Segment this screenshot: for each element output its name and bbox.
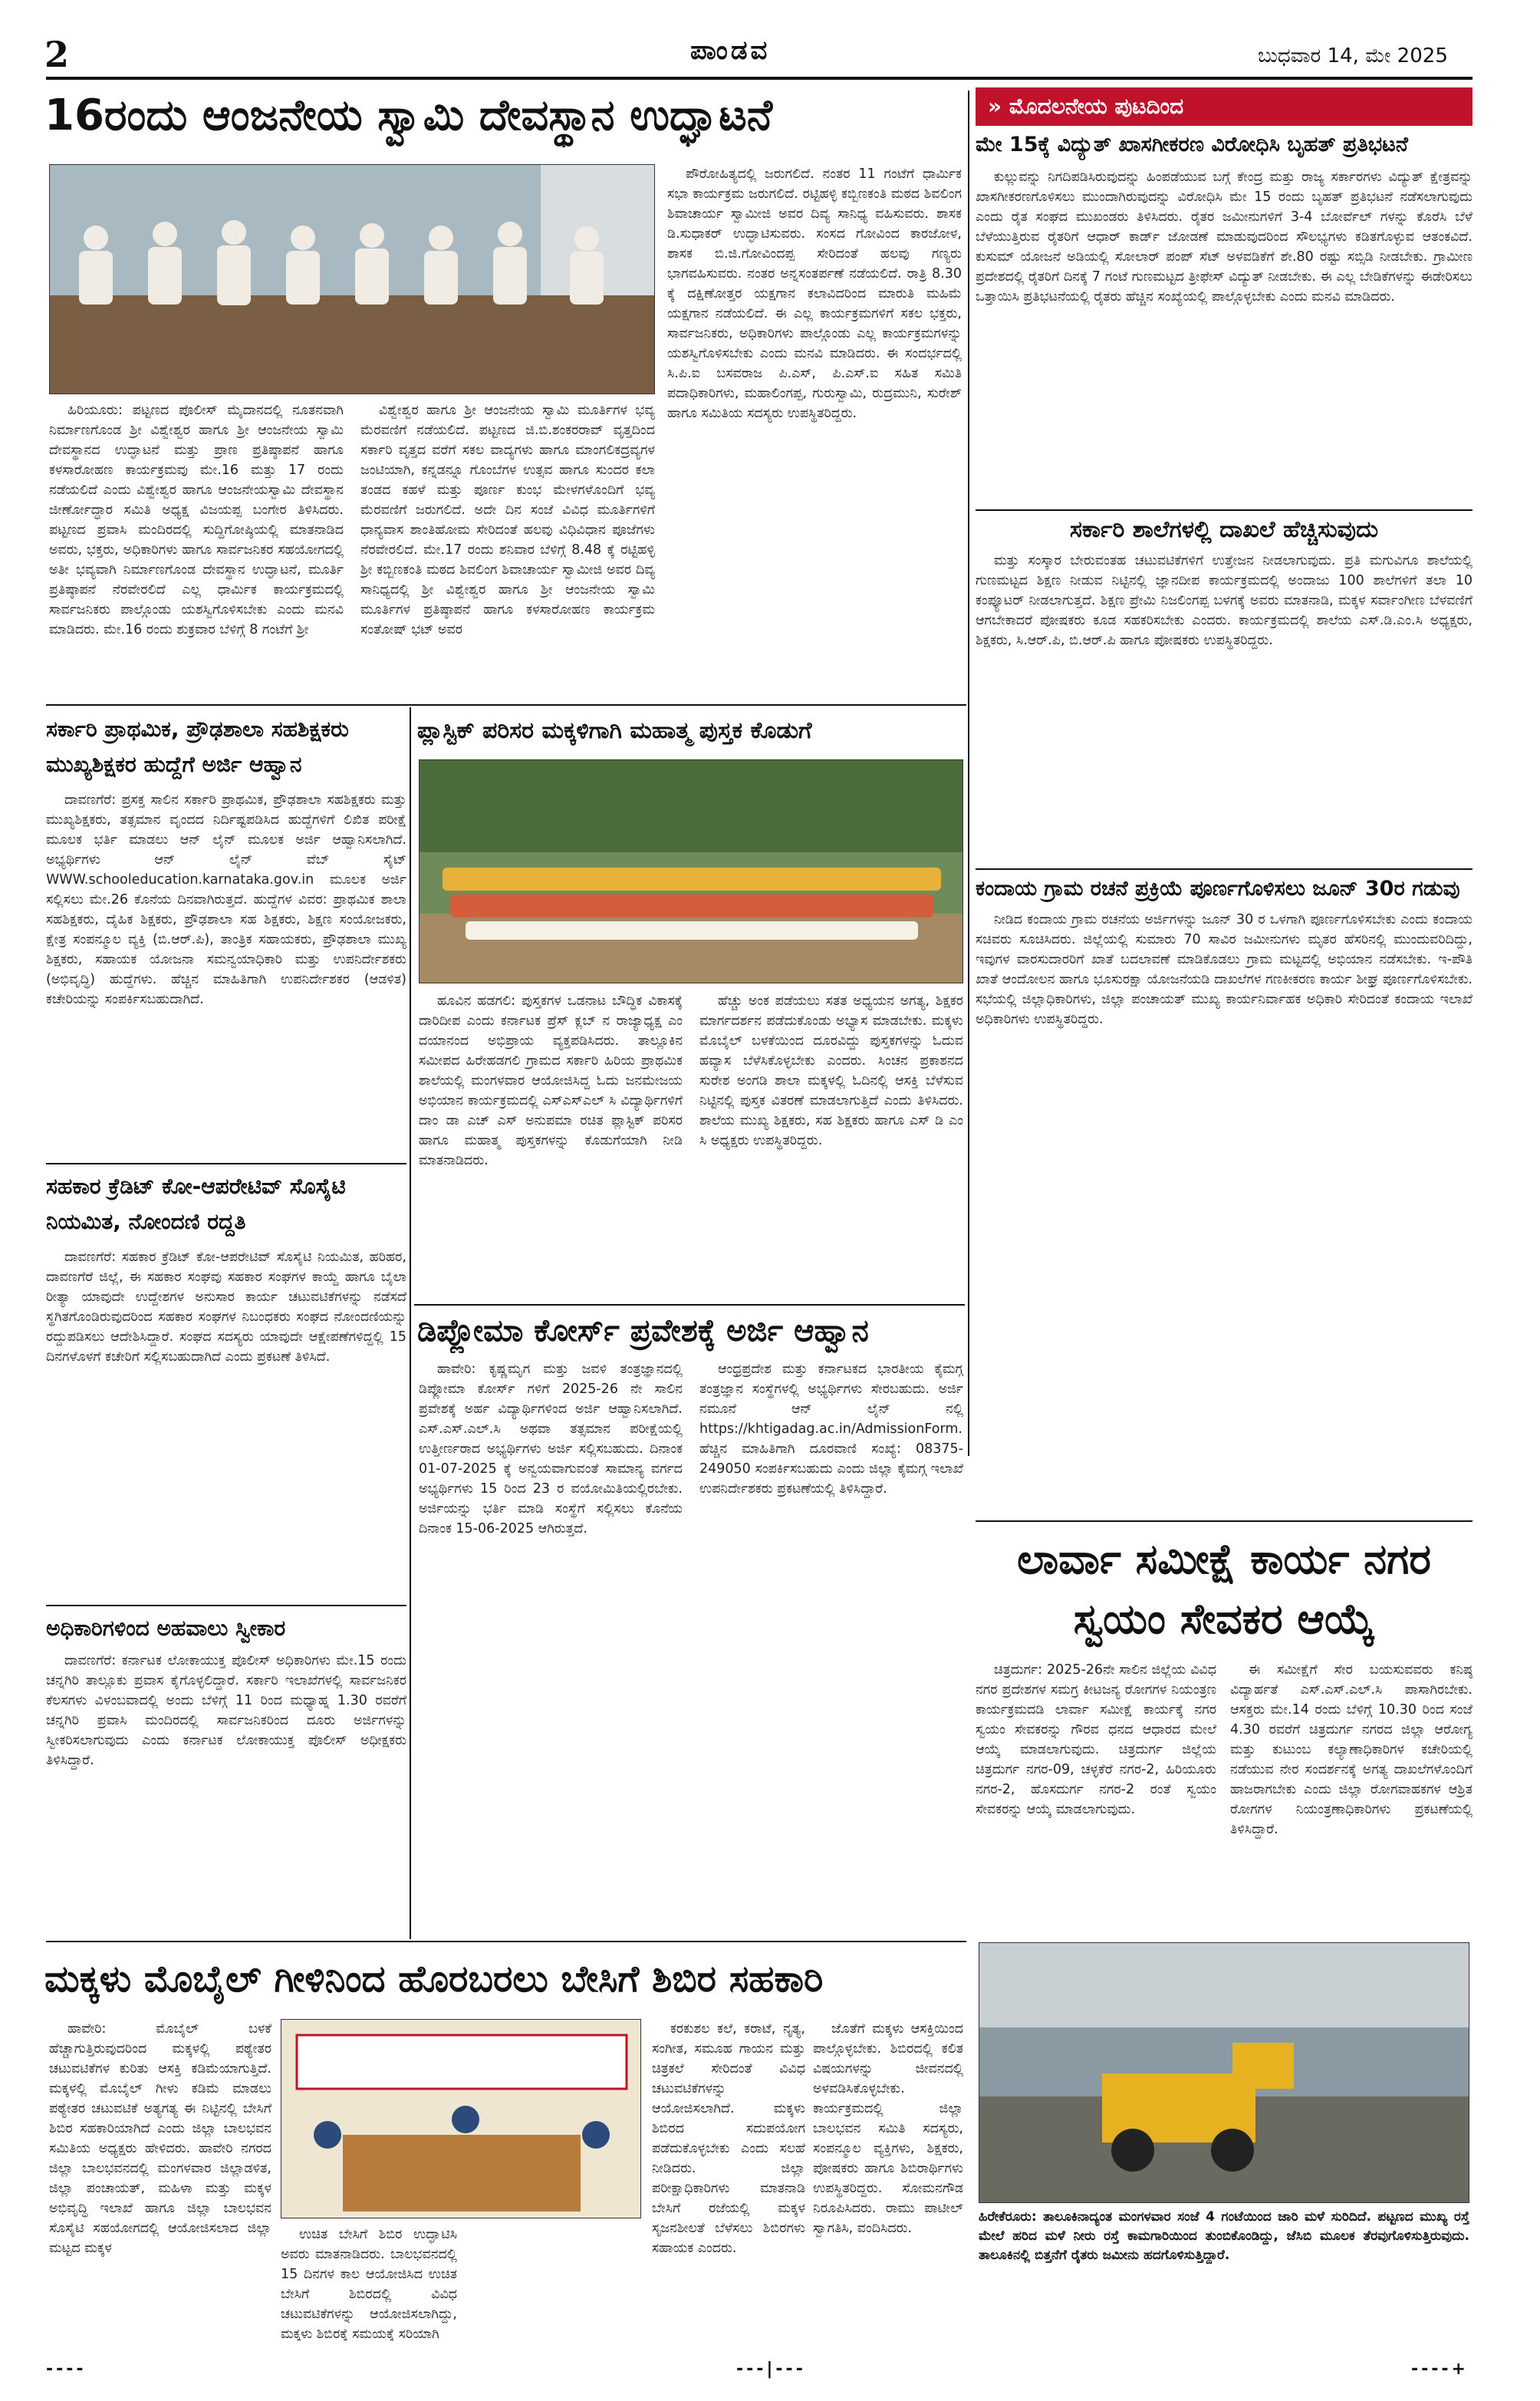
summer-camp-photo: [281, 2019, 641, 2218]
power-protest-body: [976, 167, 1473, 505]
summer-camp-col-1: [49, 2019, 271, 2341]
cooperative-text: ದಾವಣಗೆರೆ: ಸಹಕಾರ ಕ್ರೆಡಿಟ್ ಕೋ-ಆಪರೇಟಿವ್ ಸೊಸೈಟಿ ನಿಯಮಿತ, ಹರಿಹರ, ದಾವಣಗೆರೆ ಜಿಲ್ಲೆ, ಈ ಸಹಕಾರ ಸಂಘವು ಸಹಕಾರ ಸಂಘಗಳ ಕಾಯ್ದೆ ಹಾಗೂ ಬೈಲಾ ರೀತ್ಯಾ ಯಾವುದೇ ಉದ್ದೇಶಗಳ ಅನುಸಾರ ಕಾರ್ಯ ಚಟುವಟಿಕೆಗಳನ್ನು ನಡೆಸದೆ ಸ್ಥಗಿತಗೊಂಡಿರುವುದರಿಂದ ಸಹಕಾರ ಸಂಘಗಳ ನಿಬಂಧಕರು ಸಂಘದ ನೋಂದಣಿಯನ್ನು ರದ್ದುಪಡಿಸಲು ಆದೇಶಿಸಿದ್ದಾರೆ. ಸಂಘದ ಸದಸ್ಯರು ಯಾವುದೇ ಆಕ್ಷೇಪಣೆಗಳಿದ್ದಲ್ಲಿ 15 ದಿನಗಳೊಳಗೆ ಕಚೇರಿಗೆ ಸಲ್ಲಿಸಬಹುದಾಗಿದೆ ಎಂದು ಪ್ರಕಟಣೆ ತಿಳಿಸಿದೆ.: [46, 1250, 406, 1365]
recruitment-body: [46, 790, 406, 1158]
lead-column-3-text: ಪೌರೋಹಿತ್ಯದಲ್ಲಿ ಜರುಗಲಿದೆ. ನಂತರ 11 ಗಂಟೆಗೆ ಧಾರ್ಮಿಕ ಸಭಾ ಕಾರ್ಯಕ್ರಮ ಜರುಗಲಿದೆ. ರಟ್ಟಿಹಳ್ಳಿ ಕಬ್ಬಿಣಕಂತಿ ಮಠದ ಶಿವಲಿಂಗ ಶಿವಾಚಾರ್ಯ ಸ್ವಾಮೀಜಿ ಅವರ ದಿವ್ಯ ಸಾನಿಧ್ಯ ವಹಿಸುವರು. ಶಾಸಕ ಡಿ.ಸುಧಾಕರ್ ಉದ್ಘಾಟಿಸುವರು. ಸಂಸದ ಗೋವಿಂದ ಕಾರಜೋಳ, ಶಾಸಕ ಬಿ.ಜಿ.ಗೋವಿಂದಪ್ಪ ಸೇರಿದಂತೆ ಹಲವು ಗಣ್ಯರು ಭಾಗವಹಿಸುವರು. ನಂತರ ಅನ್ನಸಂತರ್ಪಣೆ ನಡೆಯಲಿದೆ. ರಾತ್ರಿ 8.30 ಕ್ಕೆ ದಕ್ಷಿಣೋತ್ತರ ಯಕ್ಷಗಾನ ಕಲಾವಿದರಿಂದ ಮಾರುತಿ ಮಹಿಮೆ ಯಕ್ಷಗಾನ ನಡೆಯಲಿದೆ. ಈ ಎಲ್ಲ ಕಾರ್ಯಕ್ರಮಗಳಿಗೆ ಸಕಲ ಭಕ್ತರು, ಸಾರ್ವಜನಿಕರು, ಅಧಿಕಾರಿಗಳು ಪಾಲ್ಗೊಂಡು ಎಲ್ಲ ಕಾರ್ಯಕ್ರಮಗಳನ್ನು ಯಶಸ್ವಿಗೊಳಿಸಬೇಕು ಎಂದು ಮನವಿ ಮಾಡಿದರು. ಈ ಸಂದರ್ಭದಲ್ಲಿ ಸಿ.ಪಿ.ಐ ಬಸವರಾಜ ಪಿ.ಎಸ್, ಪಿ.ಎಸ್.ಐ ಸಹಿತ ಸಮಿತಿ ಪದಾಧಿಕಾರಿಗಳು, ಮಹಾಲಿಂಗಪ್ಪ, ಗುರುಸ್ವಾಮಿ, ರುದ್ರಮುನಿ, ಸುರೇಶ್ ಹಾಗೂ ಸಮಿತಿಯ ಸದಸ್ಯರು ಉಪಸ್ಥಿತರಿದ್ದರು.: [667, 166, 962, 421]
revenue-village-body: [976, 910, 1473, 1516]
school-enrolment-body: [976, 551, 1473, 865]
complaints-body: [46, 1651, 406, 1935]
children-group-icon: [420, 760, 963, 983]
camp-stage-icon: [281, 2020, 641, 2218]
summer-camp-col-2b: [465, 2225, 641, 2341]
diploma-headline: ಡಿಪ್ಲೋಮಾ ಕೋರ್ಸ್ ಪ್ರವೇಶಕ್ಕೆ ಅರ್ಜಿ ಆಹ್ವಾನ: [417, 1313, 869, 1349]
summer-camp-col-3: [652, 2019, 805, 2341]
footer-left-mark: ----: [46, 2360, 87, 2379]
summer-camp-text-4: ಜೊತೆಗೆ ಮಕ್ಕಳು ಆಸಕ್ತಿಯಿಂದ ಪಾಲ್ಗೊಳ್ಳಬೇಕು. ಶಿಬಿರದಲ್ಲಿ ಕಲಿತ ವಿಷಯಗಳನ್ನು ಜೀವನದಲ್ಲಿ ಅಳವಡಿಸಿಕೊಳ್ಳಬೇಕು. ಕಾರ್ಯಕ್ರಮದಲ್ಲಿ ಜಿಲ್ಲಾ ಬಾಲಭವನ ಸಮಿತಿ ಸದಸ್ಯರು, ಸಂಪನ್ಮೂಲ ವ್ಯಕ್ತಿಗಳು, ಶಿಕ್ಷಕರು, ಪೋಷಕರು ಹಾಗೂ ಶಿಬಿರಾರ್ಥಿಗಳು ಉಪಸ್ಥಿತರಿದ್ದರು. ಸೋಮನಗೌಡ ನಿರೂಪಿಸಿದರು. ರಾಮು ಪಾಟೀಲ್ ಸ್ವಾಗತಿಸಿ, ವಂದಿಸಿದರು.: [813, 2021, 963, 2236]
lead-photo: [49, 164, 655, 394]
recruitment-headline: ಸರ್ಕಾರಿ ಪ್ರಾಥಮಿಕ, ಪ್ರೌಢಶಾಲಾ ಸಹಶಿಕ್ಷಕರು ಮುಖ್ಯಶಿಕ್ಷಕರ ಹುದ್ದೆಗೆ ಅರ್ಜಿ ಆಹ್ವಾನ: [46, 716, 349, 777]
jcb-on-road-icon: [979, 1943, 1469, 2203]
section-divider: [976, 1520, 1473, 1522]
section-divider: [46, 704, 966, 706]
complaints-headline: ಅಧಿಕಾರಿಗಳಿಂದ ಅಹವಾಲು ಸ್ವೀಕಾರ: [46, 1615, 286, 1641]
larva-survey-text-1: ಚಿತ್ರದುರ್ಗ: 2025-26ನೇ ಸಾಲಿನ ಜಿಲ್ಲೆಯ ವಿವಿಧ ನಗರ ಪ್ರದೇಶಗಳ ಸಮಗ್ರ ಕೀಟಜನ್ಯ ರೋಗಗಳ ನಿಯಂತ್ರಣ ಕಾರ್ಯಕ್ರಮದಡಿ ಲಾರ್ವಾ ಸಮೀಕ್ಷೆ ಕಾರ್ಯಕ್ಕೆ ನಗರ ಸ್ವಯಂ ಸೇವಕರನ್ನು ಗೌರವ ಧನದ ಆಧಾರದ ಮೇಲೆ ಆಯ್ಕೆ ಮಾಡಲಾಗುವುದು. ಚಿತ್ರದುರ್ಗ ಜಿಲ್ಲೆಯ ಚಿತ್ರದುರ್ಗ ನಗರ-09, ಚಳ್ಳಕೆರೆ ನಗರ-2, ಹಿರಿಯೂರು ನಗರ-2, ಹೊಸದುರ್ಗ ನಗರ-2 ರಂತೆ ಸ್ವಯಂ ಸೇವಕರನ್ನು ಆಯ್ಕೆ ಮಾಡಲಾಗುವುದು.: [976, 1662, 1216, 1817]
section-divider: [976, 868, 1473, 870]
book-donation-text-2: ಹೆಚ್ಚು ಅಂಕ ಪಡೆಯಲು ಸತತ ಅಧ್ಯಯನ ಅಗತ್ಯ, ಶಿಕ್ಷಕರ ಮಾರ್ಗದರ್ಶನ ಪಡೆದುಕೊಂಡು ಅಭ್ಯಾಸ ಮಾಡಬೇಕು. ಮಕ್ಕಳು ಮೊಬೈಲ್ ಬಳಕೆಯಿಂದ ದೂರವಿದ್ದು ಪುಸ್ತಕಗಳನ್ನು ಓದುವ ಹವ್ಯಾಸ ಬೆಳೆಸಿಕೊಳ್ಳಬೇಕು ಎಂದರು. ಸಿಂಚನ ಪ್ರಕಾಶನದ ಸುರೇಶ ಅಂಗಡಿ ಶಾಲಾ ಮಕ್ಕಳಲ್ಲಿ ಓದಿನಲ್ಲಿ ಆಸಕ್ತಿ ಬೆಳೆಸುವ ನಿಟ್ಟಿನಲ್ಲಿ ಪುಸ್ತಕ ವಿತರಣೆ ಮಾಡಲಾಗುತ್ತಿದೆ ಎಂದು ತಿಳಿಸಿದರು. ಶಾಲೆಯ ಮುಖ್ಯ ಶಿಕ್ಷಕರು, ಸಹ ಶಿಕ್ಷಕರು ಹಾಗೂ ಎಸ್ ಡಿ ಎಂ ಸಿ ಅಧ್ಯಕ್ಷರು ಉಪಸ್ಥಿತರಿದ್ದರು.: [699, 993, 963, 1148]
summer-camp-col-4: [813, 2019, 963, 2341]
page-number: 2: [44, 34, 70, 75]
revenue-village-headline: ಕಂದಾಯ ಗ್ರಾಮ ರಚನೆ ಪ್ರಕ್ರಿಯೆ ಪೂರ್ಣಗೊಳಿಸಲು ಜೂನ್ 30ರ ಗಡುವು: [976, 877, 1460, 901]
section-divider: [414, 1304, 965, 1306]
rain-photo-caption: ಹಿರೇಕೆರೂರು: ತಾಲೂಕಿನಾದ್ಯಂತ ಮಂಗಳವಾರ ಸಂಜೆ 4 ಗಂಟೆಯಿಂದ ಜಾರಿ ಮಳೆ ಸುರಿದಿದೆ. ಪಟ್ಟಣದ ಮುಖ್ಯ ರಸ್ತೆ ಮೇಲೆ ಹರಿದ ಮಳೆ ನೀರು ರಸ್ತೆ ಕಾಮಗಾರಿಯಿಂದ ತುಂಬಿಕೊಂಡಿದ್ದು, ಜೆಸಿಬಿ ಮೂಲಕ ತೆರವುಗೊಳಿಸುತ್ತಿರುವುದು. ತಾಲೂಕಿನಲ್ಲಿ ಬಿತ್ತನೆಗೆ ರೈತರು ಜಮೀನು ಹದಗೊಳಿಸುತ್ತಿದ್ದಾರೆ.: [979, 2209, 1469, 2263]
continued-section-banner: » ಮೊದಲನೇಯ ಪುಟದಿಂದ: [976, 87, 1473, 126]
book-donation-col-2: [699, 991, 963, 1298]
lead-column-3: [667, 164, 962, 700]
larva-survey-text-2: ಈ ಸಮೀಕ್ಷೆಗೆ ಸೇರ ಬಯಸುವವರು ಕನಿಷ್ಠ ವಿದ್ಯಾರ್ಹತೆ ಎಸ್.ಎಸ್.ಎಲ್.ಸಿ ಪಾಸಾಗಿರಬೇಕು. ಆಸಕ್ತರು ಮೇ.14 ರಂದು ಬೆಳಿಗ್ಗೆ 10.30 ರಿಂದ ಸಂಜೆ 4.30 ರವರೆಗೆ ಚಿತ್ರದುರ್ಗ ನಗರದ ಜಿಲ್ಲಾ ಆರೋಗ್ಯ ಮತ್ತು ಕುಟುಂಬ ಕಲ್ಯಾಣಾಧಿಕಾರಿಗಳ ಕಚೇರಿಯಲ್ಲಿ ನಡೆಯುವ ನೇರ ಸಂದರ್ಶನಕ್ಕೆ ಅಗತ್ಯ ದಾಖಲೆಗಳೊಂದಿಗೆ ಹಾಜರಾಗಬೇಕು ಎಂದು ಜಿಲ್ಲಾ ರೋಗವಾಹಕಗಳ ಆಶ್ರಿತ ರೋಗಗಳ ನಿಯಂತ್ರಣಾಧಿಕಾರಿಗಳು ಪ್ರಕಟಣೆಯಲ್ಲಿ ತಿಳಿಸಿದ್ದಾರೆ.: [1230, 1662, 1473, 1837]
lead-column-2-text: ವಿಶ್ವೇಶ್ವರ ಹಾಗೂ ಶ್ರೀ ಆಂಜನೇಯ ಸ್ವಾಮಿ ಮೂರ್ತಿಗಳ ಭವ್ಯ ಮೆರವಣಿಗೆ ನಡೆಯಲಿದೆ. ಪಟ್ಟಣದ ಜಿ.ಬಿ.ಶಂಕರರಾವ್ ವೃತ್ತದಿಂದ ಸರ್ಕಾರಿ ವೃತ್ತದ ವರೆಗೆ ಸಕಲ ವಾದ್ಯಗಳು ಹಾಗೂ ಮಾಂಗಲಿಕದ್ರವ್ಯಗಳ ಜಂಟಿಯಾಗಿ, ಕನ್ನಡನ್ನೂ ಗೊಂಬೆಗಳ ಉತ್ಸವ ಹಾಗೂ ಸುಂದರ ಕಲಾ ತಂಡದ ಕಹಳೆ ಮತ್ತು ಪೂರ್ಣ ಕುಂಭ ಮೇಳಗಳೊಂದಿಗೆ ಭವ್ಯ ಮೆರವಣಿಗೆ ಜರುಗಲಿದೆ. ಅದೇ ದಿನ ಸಂಜೆ ವಿವಿಧ ಮೂರ್ತಿಗಳಿಗೆ ಧಾನ್ಯವಾಸ ಶಾಂತಿಹೋಮ ಸೇರಿದಂತೆ ಹಲವು ವಿಧಿವಿಧಾನ ಪೂಜೆಗಳು ನೆರವೇರಲಿದೆ. ಮೇ.17 ರಂದು ಶನಿವಾರ ಬೆಳಿಗ್ಗೆ 8.48 ಕ್ಕೆ ರಟ್ಟಿಹಳ್ಳಿ ಶ್ರೀ ಕಬ್ಬಿಣಕಂತಿ ಮಠದ ಶಿವಲಿಂಗ ಶಿವಾಚಾರ್ಯ ಸ್ವಾಮೀಜಿ ಅವರ ದಿವ್ಯ ಸಾನಿಧ್ಯದಲ್ಲಿ ಶ್ರೀ ವಿಶ್ವೇಶ್ವರ ಹಾಗೂ ಶ್ರೀ ಆಂಜನೇಯ ಸ್ವಾಮಿ ಮೂರ್ತಿಗಳ ಪ್ರತಿಷ್ಠಾಪನೆ ಹಾಗೂ ಕಳಸಾರೋಹಣ ಕಾರ್ಯಕ್ರಮ ಸಂತೋಷ್ ಭಟ್ ಅವರ: [360, 403, 655, 637]
cooperative-body: [46, 1247, 406, 1600]
book-donation-headline: ಪ್ಲಾಸ್ಟಿಕ್ ಪರಿಸರ ಮಕ್ಕಳಿಗಾಗಿ ಮಹಾತ್ಮ ಪುಸ್ತಕ ಕೊಡುಗೆ: [417, 717, 812, 744]
diploma-text-1: ಹಾವೇರಿ: ಕೃಷ್ಣಮೃಗ ಮತ್ತು ಜವಳಿ ತಂತ್ರಜ್ಞಾನದಲ್ಲಿ ಡಿಪ್ಲೋಮಾ ಕೋರ್ಸ್ ಗಳಿಗೆ 2025-26 ನೇ ಸಾಲಿನ ಪ್ರವೇಶಕ್ಕೆ ಅರ್ಹ ವಿದ್ಯಾರ್ಥಿಗಳಿಂದ ಅರ್ಜಿ ಆಹ್ವಾನಿಸಲಾಗಿದೆ. ಎಸ್.ಎಸ್.ಎಲ್.ಸಿ ಅಥವಾ ತತ್ಸಮಾನ ಪರೀಕ್ಷೆಯಲ್ಲಿ ಉತ್ತೀರ್ಣರಾದ ಅಭ್ಯರ್ಥಿಗಳು ಅರ್ಜಿ ಸಲ್ಲಿಸಬಹುದು. ದಿನಾಂಕ 01-07-2025 ಕ್ಕೆ ಅನ್ವಯವಾಗುವಂತೆ ಸಾಮಾನ್ಯ ವರ್ಗದ ಅಭ್ಯರ್ಥಿಗಳು 15 ರಿಂದ 23 ರ ವಯೋಮಿತಿಯಲ್ಲಿರಬೇಕು. ಅರ್ಜಿಯನ್ನು ಭರ್ತಿ ಮಾಡಿ ಸಂಸ್ಥೆಗೆ ಸಲ್ಲಿಸಲು ಕೊನೆಯ ದಿನಾಂಕ 15-06-2025 ಆಗಿರುತ್ತದೆ.: [419, 1362, 683, 1536]
power-protest-headline: ಮೇ 15ಕ್ಕೆ ವಿದ್ಯುತ್ ಖಾಸಗೀಕರಣ ವಿರೋಧಿಸಿ ಬೃಹತ್ ಪ್ರತಿಭಟನೆ: [976, 133, 1408, 156]
diploma-col-2: [699, 1359, 963, 1935]
diploma-col-1: [419, 1359, 683, 1935]
power-protest-text: ಕುಲ್ಲುವನ್ನು ನಿಗದಿಪಡಿಸಿರುವುದನ್ನು ಹಿಂಪಡೆಯುವ ಬಗ್ಗೆ ಕೇಂದ್ರ ಮತ್ತು ರಾಜ್ಯ ಸರ್ಕಾರಗಳು ವಿದ್ಯುತ್ ಕ್ಷೇತ್ರವನ್ನು ಖಾಸಗೀಕರಣಗೊಳಿಸಲು ಮುಂದಾಗಿರುವುದನ್ನು ವಿರೋಧಿಸಿ ಮೇ 15 ರಂದು ಬೃಹತ್ ಪ್ರತಿಭಟನೆ ನಡೆಸಲಾಗುವುದು ಎಂದು ರೈತ ಸಂಘದ ಮುಖಂಡರು ತಿಳಿಸಿದರು. ರೈತರ ಜಮೀನುಗಳಿಗೆ 3-4 ಬೋರ್ವೆಲ್ ಗಳನ್ನು ಕೊರೆಸಿ ಬೆಳೆ ಬೆಳೆಯುತ್ತಿರುವ ರೈತರಿಗೆ ಆಧಾರ್ ಕಾರ್ಡ್ ಜೋಡಣೆ ಮಾಡುವುದರಿಂದ ಸೌಲಭ್ಯಗಳು ಕಡಿತಗೊಳ್ಳುವ ಆತಂಕವಿದೆ. ಕುಸುಮ್ ಯೋಜನೆ ಅಡಿಯಲ್ಲಿ ಸೋಲಾರ್ ಪಂಪ್ ಸೆಟ್ ಅಳವಡಿಕೆಗೆ ಶೇ.80 ರಷ್ಟು ಸಬ್ಸಿಡಿ ನೀಡಬೇಕು. ಗ್ರಾಮೀಣ ಪ್ರದೇಶದಲ್ಲಿ ರೈತರಿಗೆ ದಿನಕ್ಕೆ 7 ಗಂಟೆ ಗುಣಮಟ್ಟದ ತ್ರೀಫೇಸ್ ವಿದ್ಯುತ್ ನೀಡಬೇಕು. ಈ ಎಲ್ಲ ಬೇಡಿಕೆಗಳನ್ನು ಈಡೇರಿಸಲು ಒತ್ತಾಯಿಸಿ ಪ್ರತಿಭಟನೆಯಲ್ಲಿ ರೈತರು ಹೆಚ್ಚಿನ ಸಂಖ್ಯೆಯಲ್ಲಿ ಪಾಲ್ಗೊಳ್ಳಬೇಕು ಎಂದು ಮನವಿ ಮಾಡಿದರು.: [976, 170, 1473, 305]
summer-camp-headline: ಮಕ್ಕಳು ಮೊಬೈಲ್ ಗೀಳಿನಿಂದ ಹೊರಬರಲು ಬೇಸಿಗೆ ಶಿಬಿರ ಸಹಕಾರಿ: [44, 1958, 824, 2001]
section-divider: [46, 1163, 406, 1164]
school-enrolment-text: ಮತ್ತು ಸಂಸ್ಕಾರ ಬೇರುವಂತಹ ಚಟುವಟಿಕೆಗಳಿಗೆ ಉತ್ತೇಜನ ನೀಡಲಾಗುವುದು. ಪ್ರತಿ ಮಗುವಿಗೂ ಶಾಲೆಯಲ್ಲಿ ಗುಣಮಟ್ಟದ ಶಿಕ್ಷಣ ನೀಡುವ ನಿಟ್ಟಿನಲ್ಲಿ ಜ್ಞಾನದೀಪ ಕಾರ್ಯಕ್ರಮದಲ್ಲಿ ಅಂದಾಜು 100 ಶಾಲೆಗಳಿಗೆ ತಲಾ 10 ಕಂಪ್ಯೂಟರ್ ನೀಡಲಾಗುತ್ತದೆ. ಶಿಕ್ಷಣ ಪ್ರೇಮಿ ನಿಜಲಿಂಗಪ್ಪ ಬಳಗಕ್ಕೆ ಅವರು ಮಾತನಾಡಿ, ಮಕ್ಕಳ ಸರ್ವಾಂಗೀಣ ಬೆಳವಣಿಗೆ ಆಗಬೇಕಾದರೆ ಪೋಷಕರು ಕೂಡ ಸಹಕರಿಸಬೇಕು ಎಂದರು. ಕಾರ್ಯಕ್ರಮದಲ್ಲಿ ಶಾಲೆಯ ಎಸ್.ಡಿ.ಎಂ.ಸಿ ಅಧ್ಯಕ್ಷರು, ಶಿಕ್ಷಕರು, ಸಿ.ಆರ್.ಪಿ, ಬಿ.ಆರ್.ಪಿ ಹಾಗೂ ಪೋಷಕರು ಉಪಸ್ಥಿತರಿದ್ದರು.: [976, 553, 1473, 648]
footer-right-mark: ----+: [1411, 2360, 1469, 2379]
section-divider: [976, 509, 1473, 511]
revenue-village-text: ನೀಡಿದ ಕಂದಾಯ ಗ್ರಾಮ ರಚನೆಯ ಅರ್ಜಿಗಳನ್ನು ಜೂನ್ 30 ರ ಒಳಗಾಗಿ ಪೂರ್ಣಗೊಳಿಸಬೇಕು ಎಂದು ಕಂದಾಯ ಸಚಿವರು ಸೂಚಿಸಿದರು. ಜಿಲ್ಲೆಯಲ್ಲಿ ಸುಮಾರು 70 ಸಾವಿರ ಜಮೀನುಗಳು ಮೃತರ ಹೆಸರಿನಲ್ಲಿ ಮುಂದುವರಿದಿದ್ದು, ಇವುಗಳ ವಾರಸುದಾರರಿಗೆ ಖಾತೆ ಬದಲಾವಣೆ ಮಾಡಿಕೊಡಲು ಗ್ರಾಮ ಮಟ್ಟದಲ್ಲಿ ಅಭಿಯಾನ ನಡೆಸಬೇಕು. ಇ-ಪೌತಿ ಖಾತೆ ಆಂದೋಲನ ಹಾಗೂ ಭೂಸುರಕ್ಷಾ ಯೋಜನೆಯಡಿ ದಾಖಲೆಗಳ ಗಣಕೀಕರಣ ಕಾರ್ಯ ಶೀಘ್ರ ಪೂರ್ಣಗೊಳಿಸಬೇಕು. ಸಭೆಯಲ್ಲಿ ಜಿಲ್ಲಾಧಿಕಾರಿಗಳು, ಜಿಲ್ಲಾ ಪಂಚಾಯತ್ ಮುಖ್ಯ ಕಾರ್ಯನಿರ್ವಾಹಕ ಅಧಿಕಾರಿ ಸೇರಿದಂತೆ ಕಂದಾಯ ಇಲಾಖೆ ಅಧಿಕಾರಿಗಳು ಉಪಸ್ಥಿತರಿದ್ದರು.: [976, 912, 1473, 1027]
masthead-rule: [46, 77, 1473, 80]
summer-camp-col-2: [281, 2225, 457, 2341]
school-children-photo: [419, 759, 963, 983]
book-donation-col-1: [419, 991, 683, 1298]
complaints-text: ದಾವಣಗೆರೆ: ಕರ್ನಾಟಕ ಲೋಕಾಯುಕ್ತ ಪೊಲೀಸ್ ಅಧಿಕಾರಿಗಳು ಮೇ.15 ರಂದು ಚನ್ನಗಿರಿ ತಾಲ್ಲೂಕು ಪ್ರವಾಸ ಕೈಗೊಳ್ಳಲಿದ್ದಾರೆ. ಸರ್ಕಾರಿ ಇಲಾಖೆಗಳಲ್ಲಿ ಸಾರ್ವಜನಿಕರ ಕೆಲಸಗಳು ವಿಳಂಬವಾದಲ್ಲಿ ಅಂದು ಬೆಳಿಗ್ಗೆ 11 ರಿಂದ ಮಧ್ಯಾಹ್ನ 1.30 ರವರೆಗೆ ಚನ್ನಗಿರಿ ಪ್ರವಾಸಿ ಮಂದಿರದಲ್ಲಿ ಸಾರ್ವಜನಿಕರಿಂದ ದೂರು ಅರ್ಜಿಗಳನ್ನು ಸ್ವೀಕರಿಸಲಾಗುವುದು ಎಂದು ಕರ್ನಾಟಕ ಲೋಕಾಯುಕ್ತ ಪೊಲೀಸ್ ಅಧೀಕ್ಷಕರು ತಿಳಿಸಿದ್ದಾರೆ.: [46, 1653, 406, 1768]
section-divider: [46, 1605, 406, 1606]
rain-road-photo: [979, 1942, 1469, 2203]
school-enrolment-headline: ಸರ್ಕಾರಿ ಶಾಲೆಗಳಲ್ಲಿ ದಾಖಲೆ ಹೆಚ್ಚಿಸುವುದು: [1069, 516, 1378, 543]
larva-survey-headline: ಲಾರ್ವಾ ಸಮೀಕ್ಷೆ ಕಾರ್ಯ ನಗರ ಸ್ವಯಂ ಸೇವಕರ ಆಯ್ಕೆ: [1017, 1535, 1431, 1643]
summer-camp-text-1: ಹಾವೇರಿ: ಮೊಬೈಲ್ ಬಳಕೆ ಹೆಚ್ಚಾಗುತ್ತಿರುವುದರಿಂದ ಮಕ್ಕಳಲ್ಲಿ ಪಠ್ಯೇತರ ಚಟುವಟಿಕೆಗಳ ಕುರಿತು ಆಸಕ್ತಿ ಕಡಿಮೆಯಾಗುತ್ತಿದೆ. ಮಕ್ಕಳಲ್ಲಿ ಮೊಬೈಲ್ ಗೀಳು ಕಡಿಮೆ ಮಾಡಲು ಪಠ್ಯೇತರ ಚಟುವಟಿಕೆ ಅತ್ಯಗತ್ಯ ಈ ನಿಟ್ಟಿನಲ್ಲಿ ಬೇಸಿಗೆ ಶಿಬಿರ ಸಹಕಾರಿಯಾಗಿದೆ ಎಂದು ಜಿಲ್ಲಾ ಬಾಲಭವನ ಸಮಿತಿಯ ಅಧ್ಯಕ್ಷರು ಹೇಳಿದರು. ಹಾವೇರಿ ನಗರದ ಜಿಲ್ಲಾ ಬಾಲಭವನದಲ್ಲಿ ಮಂಗಳವಾರ ಜಿಲ್ಲಾಡಳಿತ, ಜಿಲ್ಲಾ ಪಂಚಾಯತ್, ಮಹಿಳಾ ಮತ್ತು ಮಕ್ಕಳ ಅಭಿವೃದ್ಧಿ ಇಲಾಖೆ ಹಾಗೂ ಜಿಲ್ಲಾ ಬಾಲಭವನ ಸೊಸೈಟಿ ಸಹಯೋಗದಲ್ಲಿ ಆಯೋಜಿಸಲಾದ ಜಿಲ್ಲಾ ಮಟ್ಟದ ಮಕ್ಕಳ: [49, 2021, 271, 2256]
lead-column-1: [49, 400, 344, 700]
recruitment-text: ದಾವಣಗೆರೆ: ಪ್ರಸಕ್ತ ಸಾಲಿನ ಸರ್ಕಾರಿ ಪ್ರಾಥಮಿಕ, ಪ್ರೌಢಶಾಲಾ ಸಹಶಿಕ್ಷಕರು ಮತ್ತು ಮುಖ್ಯಶಿಕ್ಷಕರು, ತತ್ಸಮಾನ ವೃಂದದ ನಿರ್ದಿಷ್ಟಪಡಿಸಿದ ಹುದ್ದೆಗಳಿಗೆ ಲಿಖಿತ ಪರೀಕ್ಷೆ ಮೂಲಕ ಭರ್ತಿ ಮಾಡಲು ಆನ್ ಲೈನ್ ಮೂಲಕ ಅರ್ಜಿ ಆಹ್ವಾನಿಸಲಾಗಿದೆ. ಅಭ್ಯರ್ಥಿಗಳು ಆನ್ ಲೈನ್ ವೆಬ್ ಸೈಟ್ WWW.schooleducation.karnataka.gov.in ಮೂಲಕ ಅರ್ಜಿ ಸಲ್ಲಿಸಲು ಮೇ.26 ಕೊನೆಯ ದಿನವಾಗಿರುತ್ತದೆ. ಹುದ್ದೆಗಳ ವಿವರ: ಪ್ರಾಥಮಿಕ ಶಾಲಾ ಸಹಶಿಕ್ಷಕರು, ದೈಹಿಕ ಶಿಕ್ಷಕರು, ಪ್ರೌಢಶಾಲಾ ಸಹ ಶಿಕ್ಷಕರು, ಶಿಕ್ಷಣ ಸಂಯೋಜಕರು, ಕ್ಷೇತ್ರ ಸಂಪನ್ಮೂಲ ವ್ಯಕ್ತಿ (ಬಿ.ಆರ್.ಪಿ), ತಾಂತ್ರಿಕ ಸಹಾಯಕರು, ಪ್ರೌಢಶಾಲಾ ಮುಖ್ಯ ಶಿಕ್ಷಕರು, ಸಹಾಯಕ ಯೋಜನಾ ಸಮನ್ವಯಾಧಿಕಾರಿ ಮತ್ತು ಉಪನಿರ್ದೇಶಕರು (ಅಭಿವೃದ್ಧಿ) ಹುದ್ದೆಗಳು. ಹೆಚ್ಚಿನ ಮಾಹಿತಿಗಾಗಿ ಉಪನಿರ್ದೇಶಕರ (ಆಡಳಿತ) ಕಚೇರಿಯನ್ನು ಸಂಪರ್ಕಿಸಬಹುದಾಗಿದೆ.: [46, 792, 406, 1007]
diploma-text-2: ಆಂಧ್ರಪ್ರದೇಶ ಮತ್ತು ಕರ್ನಾಟಕದ ಭಾರತೀಯ ಕೈಮಗ್ಗ ತಂತ್ರಜ್ಞಾನ ಸಂಸ್ಥೆಗಳಲ್ಲಿ ಅಭ್ಯರ್ಥಿಗಳು ಸೇರಬಹುದು. ಅರ್ಜಿ ನಮೂನೆ ಆನ್ ಲೈನ್ ನಲ್ಲಿ https://khtigadag.ac.in/AdmissionForm. ಹೆಚ್ಚಿನ ಮಾಹಿತಿಗಾಗಿ ದೂರವಾಣಿ ಸಂಖ್ಯೆ: 08375-249050 ಸಂಪರ್ಕಿಸಬಹುದು ಎಂದು ಜಿಲ್ಲಾ ಕೈಮಗ್ಗ ಇಲಾಖೆ ಉಪನಿರ್ದೇಶಕರು ಪ್ರಕಟಣೆಯಲ್ಲಿ ತಿಳಿಸಿದ್ದಾರೆ.: [699, 1362, 963, 1497]
newspaper-masthead: ಪಾಂಡವ: [690, 35, 771, 66]
book-donation-text-1: ಹೂವಿನ ಹಡಗಲಿ: ಪುಸ್ತಕಗಳ ಒಡನಾಟ ಬೌದ್ಧಿಕ ವಿಕಾಸಕ್ಕೆ ದಾರಿದೀಪ ಎಂದು ಕರ್ನಾಟಕ ಪ್ರೆಸ್ ಕ್ಲಬ್ ನ ರಾಜ್ಯಾಧ್ಯಕ್ಷ ಎಂ ದಯಾನಂದ ಅಭಿಪ್ರಾಯ ವ್ಯಕ್ತಪಡಿಸಿದರು. ತಾಲ್ಲೂಕಿನ ಸಮೀಪದ ಹಿರೇಹಡಗಲಿ ಗ್ರಾಮದ ಸರ್ಕಾರಿ ಹಿರಿಯ ಪ್ರಾಥಮಿಕ ಶಾಲೆಯಲ್ಲಿ ಮಂಗಳವಾರ ಆಯೋಜಿಸಿದ್ದ ಓದು ಜನಮೇಜಯ ಅಭಿಯಾನ ಕಾರ್ಯಕ್ರಮದಲ್ಲಿ ಎಸ್ಎಸ್ಎಲ್ ಸಿ ವಿದ್ಯಾರ್ಥಿಗಳಿಗೆ ದಾಂ ಡಾ ಎಚ್ ಎಸ್ ಅನುಪಮಾ ರಚಿತ ಪ್ಲಾಸ್ಟಿಕ್ ಪರಿಸರ ಹಾಗೂ ಮಹಾತ್ಮ ಪುಸ್ತಕಗಳನ್ನು ಕೊಡುಗೆಯಾಗಿ ನೀಡಿ ಮಾತನಾಡಿದರು.: [419, 993, 683, 1168]
column-divider: [968, 91, 969, 1456]
larva-survey-col-2: [1230, 1660, 1473, 1936]
larva-survey-col-1: [976, 1660, 1216, 1936]
summer-camp-text-2: ಉಚಿತ ಬೇಸಿಗೆ ಶಿಬಿರ ಉದ್ಘಾಟಿಸಿ ಅವರು ಮಾತನಾಡಿದರು. ಬಾಲಭವನದಲ್ಲಿ 15 ದಿನಗಳ ಕಾಲ ಆಯೋಜಿಸಿದ ಉಚಿತ ಬೇಸಿಗೆ ಶಿಬಿರದಲ್ಲಿ ವಿವಿಧ ಚಟುವಟಿಕೆಗಳನ್ನು ಆಯೋಜಿಸಲಾಗಿದ್ದು, ಮಕ್ಕಳು ಶಿಬಿರಕ್ಕೆ ಸಮಯಕ್ಕೆ ಸರಿಯಾಗಿ: [281, 2227, 457, 2341]
lead-headline: 16ರಂದು ಆಂಜನೇಯ ಸ್ವಾಮಿ ದೇವಸ್ಥಾನ ಉದ್ಘಾಟನೆ: [44, 91, 773, 140]
issue-date: ಬುಧವಾರ 14, ಮೇ 2025: [1258, 44, 1448, 68]
footer-center-mark: ---|---: [736, 2360, 806, 2379]
section-divider: [46, 1941, 966, 1942]
lead-column-1-text: ಹಿರಿಯೂರು: ಪಟ್ಟಣದ ಪೊಲೀಸ್ ಮೈದಾನದಲ್ಲಿ ನೂತನವಾಗಿ ನಿರ್ಮಾಣಗೊಂಡ ಶ್ರೀ ವಿಶ್ವೇಶ್ವರ ಹಾಗೂ ಶ್ರೀ ಆಂಜನೇಯ ಸ್ವಾಮಿ ದೇವಸ್ಥಾನದ ಉದ್ಘಾಟನೆ ಮತ್ತು ಪ್ರಾಣ ಪ್ರತಿಷ್ಠಾಪನೆ ಹಾಗೂ ಕಳಸಾರೋಹಣ ಕಾರ್ಯಕ್ರಮವು ಮೇ.16 ಮತ್ತು 17 ರಂದು ನಡೆಯಲಿದೆ ಎಂದು ವಿಶ್ವೇಶ್ವರ ಹಾಗೂ ಆಂಜನೇಯಸ್ವಾಮಿ ದೇವಸ್ಥಾನ ಜೀರ್ಣೋದ್ಧಾರ ಸಮಿತಿ ಅಧ್ಯಕ್ಷ ವಿಜಯಪ್ಪ ಬಂಗೇರ ತಿಳಿಸಿದರು. ಪಟ್ಟಣದ ಪ್ರವಾಸಿ ಮಂದಿರದಲ್ಲಿ ಸುದ್ದಿಗೋಷ್ಠಿಯಲ್ಲಿ ಮಾತನಾಡಿದ ಅವರು, ಭಕ್ತರು, ಅಧಿಕಾರಿಗಳು ಹಾಗೂ ಸಾರ್ವಜನಿಕರ ಸಹಯೋಗದಲ್ಲಿ ಅತೀ ಭವ್ಯವಾಗಿ ನಿರ್ಮಾಣಗೊಂಡ ದೇವಸ್ಥಾನ ಉದ್ಘಾಟನೆ, ಮೂರ್ತಿ ಪ್ರತಿಷ್ಠಾಪನೆ ನೆರವೇರಲಿದೆ ಎಲ್ಲ ಧಾರ್ಮಿಕ ಕಾರ್ಯಕ್ರಮದಲ್ಲಿ ಸಾರ್ವಜನಿಕರು ಪಾಲ್ಗೊಂಡು ಯಶಸ್ವಿಗೊಳಿಸಬೇಕು ಎಂದು ಮನವಿ ಮಾಡಿದರು. ಮೇ.16 ರಂದು ಶುಕ್ರವಾರ ಬೆಳಿಗ್ಗೆ 8 ಗಂಟೆಗೆ ಶ್ರೀ: [49, 403, 344, 637]
column-divider: [410, 707, 411, 1939]
cooperative-headline: ಸಹಕಾರ ಕ್ರೆಡಿಟ್ ಕೋ-ಆಪರೇಟಿವ್ ಸೊಸೈಟಿ ನಿಯಮಿತ, ನೋಂದಣಿ ರದ್ದತಿ: [46, 1174, 346, 1234]
group-photo-icon: [50, 165, 655, 394]
summer-camp-text-3: ಕರಕುಶಲ ಕಲೆ, ಕರಾಟೆ, ನೃತ್ಯ, ಸಂಗೀತ, ಸಮೂಹ ಗಾಯನ ಮತ್ತು ಚಿತ್ರಕಲೆ ಸೇರಿದಂತೆ ವಿವಿಧ ಚಟುವಟಿಕೆಗಳನ್ನು ಆಯೋಜಿಸಲಾಗಿದೆ. ಮಕ್ಕಳು ಶಿಬಿರದ ಸದುಪಯೋಗ ಪಡೆದುಕೊಳ್ಳಬೇಕು ಎಂದು ಸಲಹೆ ನೀಡಿದರು. ಜಿಲ್ಲಾ ಪರೀಕ್ಷಾಧಿಕಾರಿಗಳು ಮಾತನಾಡಿ ಬೇಸಿಗೆ ರಜೆಯಲ್ಲಿ ಮಕ್ಕಳ ಸೃಜನಶೀಲತೆ ಬೆಳೆಸಲು ಶಿಬಿರಗಳು ಸಹಾಯಕ ಎಂದರು.: [652, 2021, 805, 2256]
lead-column-2: [360, 400, 655, 700]
